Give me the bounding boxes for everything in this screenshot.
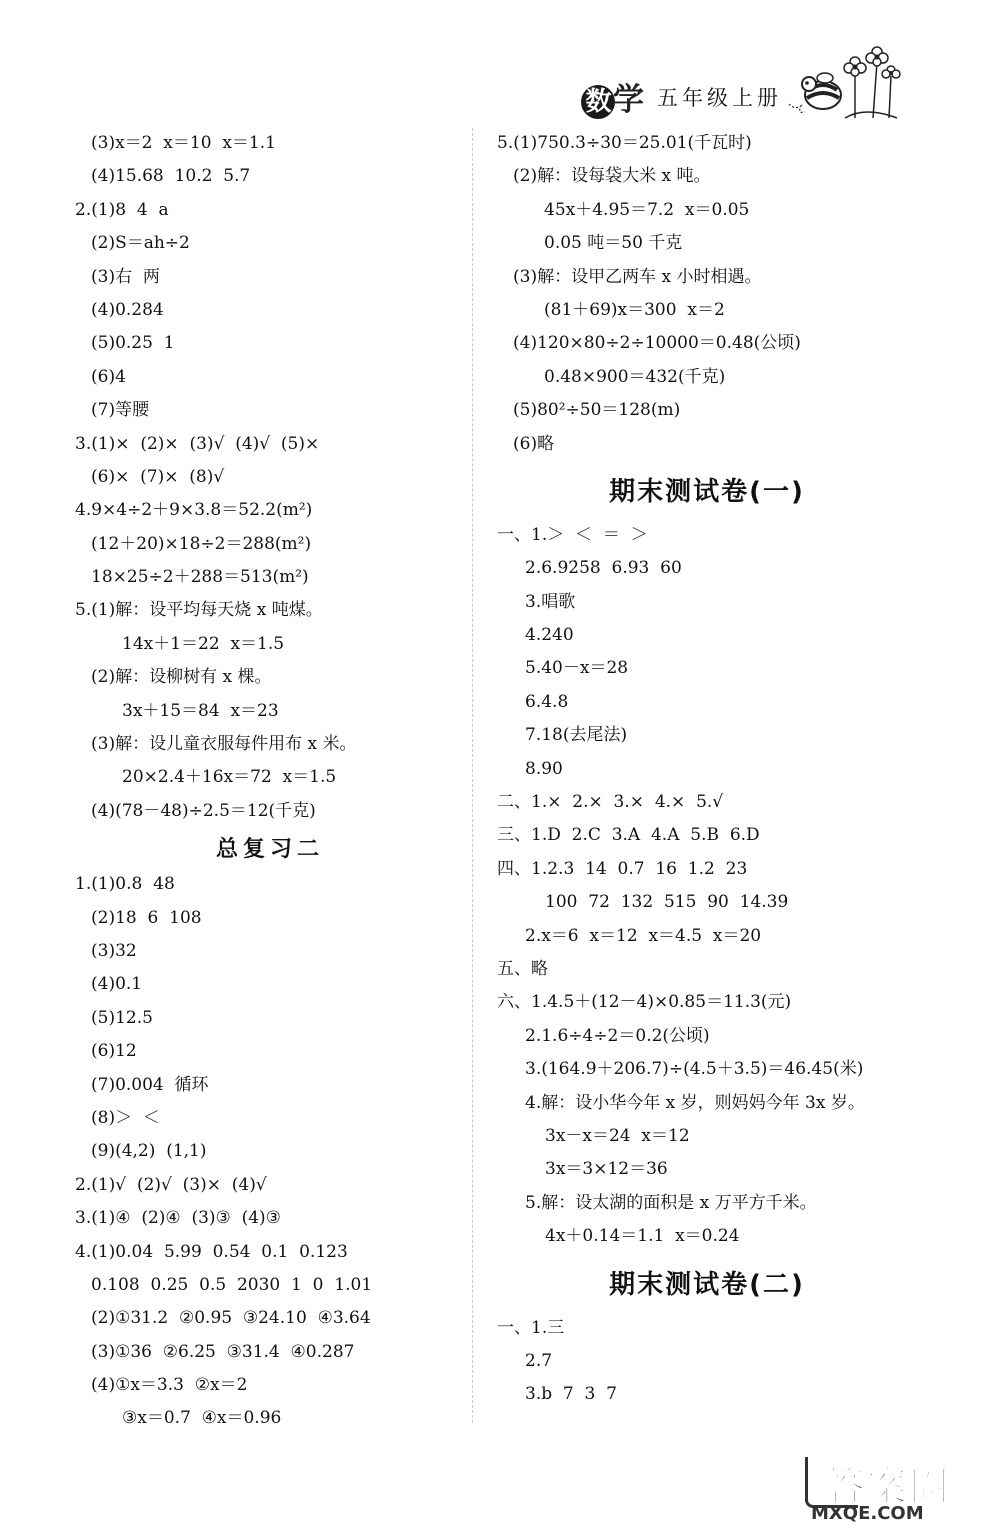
answer-line: 4x＋0.14＝1.1 x＝0.24 [545,1226,740,1247]
answer-line: 五、略 [497,958,548,979]
answer-line: 3.(1)④ (2)④ (3)③ (4)③ [75,1208,281,1229]
page-header [575,68,905,118]
answer-line: 4.(1)0.04 5.99 0.54 0.1 0.123 [75,1241,348,1262]
answer-line: 3x－x＝24 x＝12 [545,1125,690,1146]
answer-line: 45x＋4.95＝7.2 x＝0.05 [544,199,750,220]
answer-line: 5.(1)解：设平均每天烧 x 吨煤。 [75,600,323,621]
answer-line: (5)0.25 1 [91,333,175,354]
answer-line: 1.(1)0.8 48 [75,874,175,895]
answer-line: 2.6.92̇5̇8 6.93 60 [525,558,682,579]
answer-line: (2)S＝ah÷2 [91,233,190,254]
grade-label: 五年级上册 [657,86,782,110]
answer-line: (4)15.68 10.2 5.7 [91,166,251,187]
answer-line: 3.唱歌 [525,591,576,612]
answer-line: 3.(1)× (2)× (3)√ (4)√ (5)× [75,433,320,454]
answer-line: (7)等腰 [91,400,150,421]
watermark-url: MXQE.COM [811,1503,924,1524]
answer-line: 2.(1)√ (2)√ (3)× (4)√ [75,1174,267,1195]
answer-line: 3.b 7 3 7 [525,1384,617,1405]
answer-line: (4)(78－48)÷2.5＝12(千克) [91,800,316,821]
answer-line: 0.108 0.25 0.5 2030 1 0 1.01 [91,1274,373,1295]
answer-line: ③x＝0.7 ④x＝0.96 [122,1408,282,1429]
bee-flower-icon [785,40,905,120]
answer-line: (4)0.284 [91,299,164,320]
column-divider [472,128,473,1423]
answer-line: 4.解：设小华今年 x 岁，则妈妈今年 3x 岁。 [525,1092,865,1113]
answer-line: (6)12 [91,1041,137,1062]
answer-line: 2.(1)8 4 a [75,199,169,220]
watermark-text: 答案圈 [825,1464,951,1510]
answer-line: 一、1.三 [497,1317,565,1338]
answer-line: (12＋20)×18÷2＝288(m²) [91,533,312,554]
answer-line: (2)解：设每袋大米 x 吨。 [513,166,711,187]
answer-line: 0.48×900＝432(千克) [544,366,726,387]
section-title: 期末测试卷(二) [609,1269,805,1300]
subject-title [581,74,643,119]
answer-line: (9)(4,2) (1,1) [91,1141,207,1162]
answer-line: (3)①36 ②6.25 ③31.4 ④0.287 [91,1341,355,1362]
answer-line: (2)18 6 108 [91,907,202,928]
answer-line: 六、1.4.5＋(12－4)×0.85＝11.3(元) [497,992,792,1013]
answer-line: (3)x＝2 x＝10 x＝1.1 [91,133,276,153]
answer-line: 四、1.2.3 14 0.7 16 1.2 23 [497,858,748,879]
answer-line: 18×25÷2＋288＝513(m²) [91,567,309,588]
answer-line: 2.x＝6 x＝12 x＝4.5 x＝20 [525,925,762,946]
answer-line: 0.05 吨＝50 千克 [544,233,683,254]
answer-line: (3)右 两 [91,266,160,287]
answer-line: 20×2.4＋16x＝72 x＝1.5 [122,767,337,788]
answer-line: 5.解：设太湖的面积是 x 万平方千米。 [525,1192,817,1213]
section-title: 总复习二 [215,837,324,863]
answer-line: (7)0.004̇ 循环 [91,1074,209,1095]
answer-line: 5.40－x＝28 [525,658,629,679]
answer-line: 5.(1)750.3÷30＝25.01(千瓦时) [497,133,752,153]
answer-line: (6)略 [513,433,555,454]
answer-line: 14x＋1＝22 x＝1.5 [122,633,285,654]
answer-line: (3)解：设甲乙两车 x 小时相遇。 [513,266,762,287]
answer-line: 二、1.× 2.× 3.× 4.× 5.√ [497,792,724,813]
answer-line: (4)120×80÷2÷10000＝0.48(公顷) [513,333,801,354]
answer-line: 100 72 132 515 90 14.39 [545,892,789,913]
answer-line: (3)32 [91,940,137,961]
answer-line: (4)0.1 [91,974,143,995]
subject-char-1: 数 [581,85,615,119]
answer-line: 8.90 [525,758,563,779]
answer-line: (2)解：设柳树有 x 棵。 [91,667,272,688]
answer-line: (8)＞ ＜ [91,1107,160,1128]
answer-column-left [75,127,465,1436]
answer-column-right [497,127,917,1412]
answer-line: (81＋69)x＝300 x＝2 [544,299,725,320]
answer-line: (5)12.5 [91,1007,153,1028]
answer-line: 3x＋15＝84 x＝23 [122,700,279,721]
answer-line: 4.9×4÷2＋9×3.8＝52.2(m²) [75,500,313,521]
answer-line: 4.240 [525,625,574,646]
section-title: 期末测试卷(一) [609,476,805,507]
answer-line: 6.4.8 [525,691,569,712]
answer-line: 一、1.＞ ＜ ＝ ＞ [497,524,648,545]
answer-line: 3x＝3×12＝36 [545,1159,668,1180]
answer-line: 7.18(去尾法) [525,725,628,746]
answer-line: (3)解：设儿童衣服每件用布 x 米。 [91,734,357,755]
answer-line: 三、1.D 2.C 3.A 4.A 5.B 6.D [497,825,760,846]
answer-line: (5)80²÷50＝128(m) [513,400,681,421]
answer-line: 2.7 [525,1350,553,1371]
watermark-logo [805,1455,990,1525]
answer-line: (6)× (7)× (8)√ [91,466,225,487]
answer-line: (4)①x＝3.3 ②x＝2 [91,1375,248,1396]
subject-char-2: 学 [613,82,643,118]
answer-line: 3.(164.9＋206.7)÷(4.5＋3.5)＝46.45(米) [525,1059,864,1080]
answer-line: (2)①31.2 ②0.95 ③24.10 ④3.64 [91,1308,371,1329]
answer-line: 2.1.6÷4÷2＝0.2(公顷) [525,1025,710,1046]
answer-line: (6)4 [91,366,126,387]
